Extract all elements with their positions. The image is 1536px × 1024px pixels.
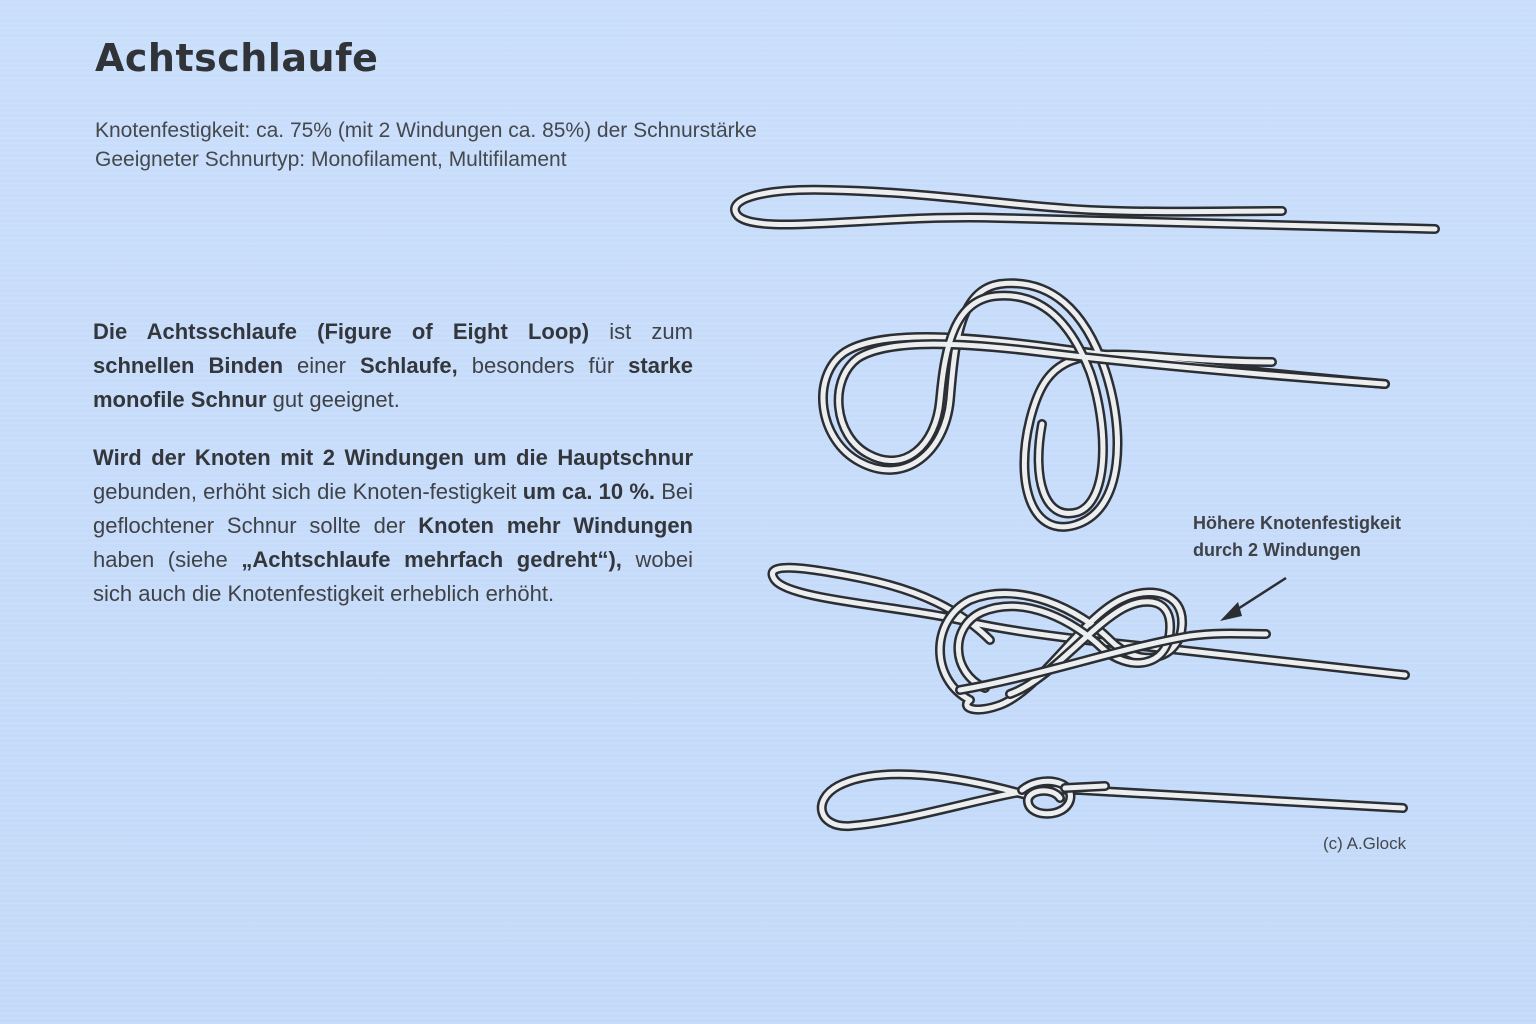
step-2-figure-eight-forming: [823, 283, 1385, 527]
callout-arrow: [1220, 578, 1286, 621]
text-plain: besonders für: [457, 353, 629, 378]
line-type-text: Geeigneter Schnurtyp: Monofilament, Multifilament: [95, 148, 567, 171]
copyright-credit: (c) A.Glock: [1323, 834, 1407, 853]
step-3-loose-knot-two-wraps: [772, 568, 1405, 710]
text-plain: wobei sich auch die Knotenfestigkeit erheblich erhöht.: [93, 547, 694, 606]
text-bold: schnellen Binden: [93, 353, 284, 378]
text-bold: Wird der Knoten mit 2 Windungen um die Hauptschnur: [93, 445, 693, 470]
text-plain: ist zum: [589, 319, 693, 344]
text-bold: „Achtschlaufe mehrfach gedreht“),: [241, 547, 622, 572]
text-bold: um ca. 10 %.: [522, 479, 655, 504]
callout-line-2: durch 2 Windungen: [1193, 540, 1361, 560]
callout-line-1: Höhere Knotenfestigkeit: [1193, 513, 1402, 533]
text-bold: Die Achtsschlaufe (Figure of Eight Loop): [93, 319, 590, 344]
text-plain: gut geeignet.: [266, 387, 400, 412]
knot-strength-text: Knotenfestigkeit: ca. 75% (mit 2 Windungen ca. 85%) der Schnurstärke: [95, 119, 757, 142]
text-bold: starke monofile Schnur: [93, 353, 693, 412]
page-title: Achtschlaufe: [95, 36, 379, 80]
callout-label: [1193, 510, 1401, 564]
text-bold: Schlaufe,: [359, 353, 458, 378]
text-bold: Knoten mehr Windungen: [418, 513, 693, 538]
step-1-doubled-line: [735, 190, 1435, 229]
text-plain: haben (siehe: [93, 547, 242, 572]
step-4-finished-loop: [822, 774, 1403, 826]
text-plain: einer: [283, 353, 360, 378]
text-plain: gebunden, erhöht sich die Knoten-festigkeit: [93, 479, 523, 504]
text-plain: Bei geflochtener Schnur sollte der: [93, 479, 693, 538]
